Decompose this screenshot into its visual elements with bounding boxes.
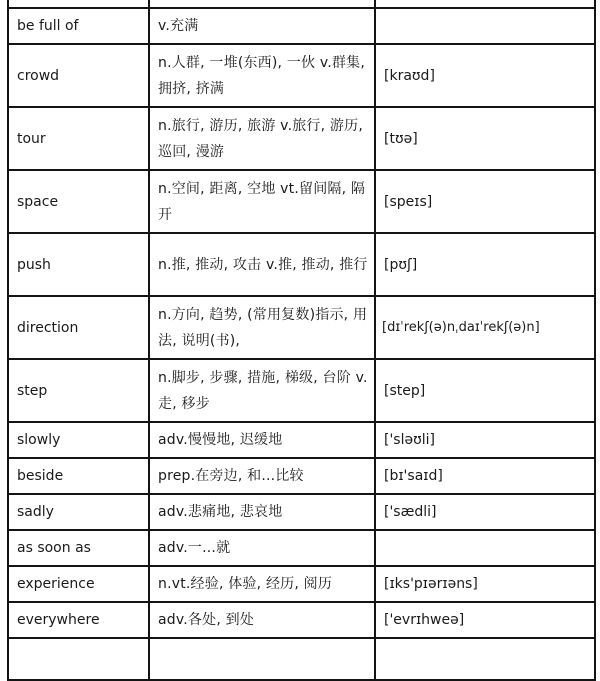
word-cell: step: [8, 359, 149, 422]
definition-cell: n.人群, 一堆(东西), 一伙 v.群集, 拥挤, 挤满: [149, 44, 375, 107]
definition-cell: n.脚步, 步骤, 措施, 梯级, 台阶 v.走, 移步: [149, 359, 375, 422]
table-row: [8, 170, 595, 233]
table-row: [8, 602, 595, 638]
phonetic-cell: [375, 8, 595, 44]
word-cell: beside: [8, 458, 149, 494]
phonetic-cell: [375, 0, 595, 8]
table-row: [8, 359, 595, 422]
phonetic-cell: [pʊʃ]: [375, 233, 595, 296]
definition-cell: n.旅行, 游历, 旅游 v.旅行, 游历, 巡回, 漫游: [149, 107, 375, 170]
definition-cell: n.推, 推动, 攻击 v.推, 推动, 推行: [149, 233, 375, 296]
word-cell: crowd: [8, 44, 149, 107]
table-row-partial-top: [8, 0, 595, 8]
table-row: [8, 458, 595, 494]
table-row: [8, 296, 595, 359]
word-cell: slowly: [8, 422, 149, 458]
definition-cell: prep.在旁边, 和...比较: [149, 458, 375, 494]
definition-cell: [149, 638, 375, 680]
word-cell: experience: [8, 566, 149, 602]
word-cell: tour: [8, 107, 149, 170]
table-row: [8, 44, 595, 107]
phonetic-cell: [speɪs]: [375, 170, 595, 233]
definition-cell: adv.一...就: [149, 530, 375, 566]
word-cell: everywhere: [8, 602, 149, 638]
word-cell: [8, 0, 149, 8]
table-row: [8, 233, 595, 296]
word-cell: [8, 638, 149, 680]
definition-cell: n.vt.经验, 体验, 经历, 阅历: [149, 566, 375, 602]
table-row: [8, 530, 595, 566]
definition-cell: n.空间, 距离, 空地 vt.留间隔, 隔开: [149, 170, 375, 233]
phonetic-cell: ['sləʊli]: [375, 422, 595, 458]
table-row: [8, 422, 595, 458]
table-row: [8, 494, 595, 530]
table-row-partial-bottom: [8, 638, 595, 680]
phonetic-cell: [ɪks'pɪərɪəns]: [375, 566, 595, 602]
phonetic-cell: [tʊə]: [375, 107, 595, 170]
phonetic-cell: [step]: [375, 359, 595, 422]
word-cell: be full of: [8, 8, 149, 44]
table-row: [8, 8, 595, 44]
table-row: [8, 107, 595, 170]
word-cell: as soon as: [8, 530, 149, 566]
phonetic-cell: [kraʊd]: [375, 44, 595, 107]
definition-cell: adv.悲痛地, 悲哀地: [149, 494, 375, 530]
phonetic-cell: ['sædli]: [375, 494, 595, 530]
definition-cell: adv.各处, 到处: [149, 602, 375, 638]
table-row: [8, 566, 595, 602]
phonetic-cell: [dɪˈrekʃ(ə)nˌdaɪˈrekʃ(ə)n]: [375, 296, 595, 359]
word-cell: push: [8, 233, 149, 296]
phonetic-cell: [375, 530, 595, 566]
word-cell: sadly: [8, 494, 149, 530]
definition-cell: v.充满: [149, 8, 375, 44]
word-cell: direction: [8, 296, 149, 359]
phonetic-cell: ['evrɪhweə]: [375, 602, 595, 638]
phonetic-cell: [bɪ'saɪd]: [375, 458, 595, 494]
phonetic-cell: [375, 638, 595, 680]
definition-cell: n.方向, 趋势, (常用复数)指示, 用法, 说明(书),: [149, 296, 375, 359]
vocabulary-table: [7, 0, 596, 681]
definition-cell: [149, 0, 375, 8]
definition-cell: adv.慢慢地, 迟缓地: [149, 422, 375, 458]
vocabulary-table-body: [8, 0, 595, 680]
word-cell: space: [8, 170, 149, 233]
